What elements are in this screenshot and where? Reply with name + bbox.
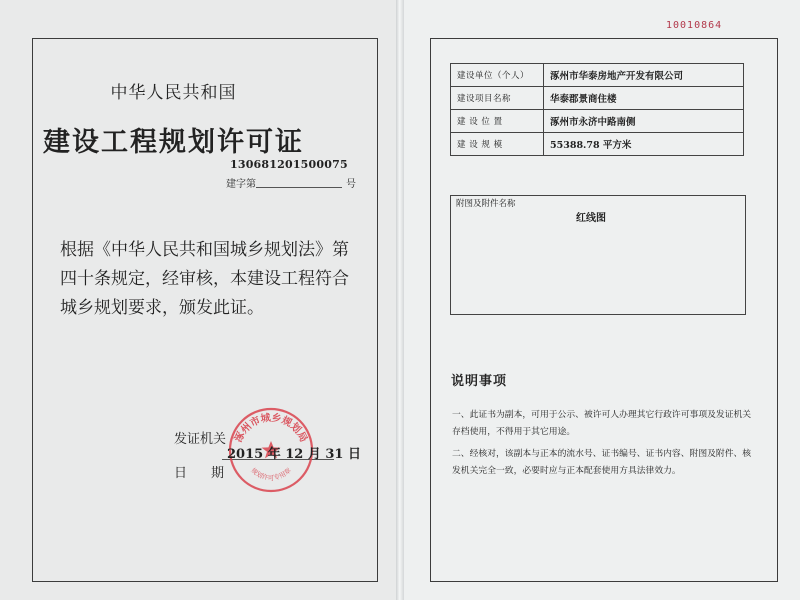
row-label: 建设单位（个人） bbox=[451, 64, 544, 87]
zi-label: 建字第 bbox=[226, 179, 256, 190]
svg-text:涿州市城乡规划局 bbox=[231, 411, 310, 445]
certificate-body-text: 根据《中华人民共和国城乡规划法》第四十条规定，经审核，本建设工程符合城乡规划要求，颁发此证。 bbox=[60, 240, 349, 318]
table-row bbox=[451, 64, 744, 87]
serial-number: 10010864 bbox=[666, 20, 723, 31]
svg-text:规划许可专用章 bbox=[249, 465, 293, 482]
row-label: 建设项目名称 bbox=[451, 87, 544, 110]
seal-text: 涿州市城乡规划局 bbox=[233, 412, 309, 445]
note-item: 一、此证书为副本，可用于公示、被许可人办理其它行政许可事项及发证机关存档使用，不得用于其它用途。 bbox=[452, 410, 752, 437]
row-value: 涿州市永济中路南侧 bbox=[544, 110, 744, 133]
seal-sub-text: 规划许可专用章 bbox=[249, 466, 293, 482]
row-value: 华泰郡景商住楼 bbox=[544, 87, 744, 110]
date-label: 日期 bbox=[174, 466, 249, 481]
row-value: 涿州市华泰房地产开发有限公司 bbox=[544, 64, 744, 87]
number-underline bbox=[256, 187, 342, 188]
table-row bbox=[451, 133, 744, 156]
row-value: 55388.78 平方米 bbox=[544, 133, 744, 156]
notes-title: 说明事项 bbox=[451, 374, 508, 389]
note-item: 二、经核对，该副本与正本的流水号、证书编号、证书内容、附图及附件、核发机关完全一致，必要时应与正本配套使用方具法律效力。 bbox=[452, 449, 752, 476]
table-row bbox=[451, 110, 744, 133]
hao-label: 号 bbox=[346, 179, 356, 190]
certificate-title: 建设工程规划许可证 bbox=[43, 127, 304, 158]
attachments-label: 附图及附件名称 bbox=[456, 199, 516, 209]
row-label: 建 设 规 模 bbox=[451, 133, 544, 156]
issuer-label: 发证机关 bbox=[174, 432, 227, 447]
book-gutter bbox=[396, 0, 404, 600]
certificate-number: 130681201500075 bbox=[230, 158, 348, 171]
country-heading: 中华人民共和国 bbox=[110, 83, 237, 103]
table-row bbox=[451, 87, 744, 110]
row-label: 建 设 位 置 bbox=[451, 110, 544, 133]
project-info-table bbox=[450, 63, 744, 156]
issue-date: 2015 年 12 月 31 日 bbox=[227, 447, 361, 462]
attachments-value: 红线图 bbox=[576, 213, 606, 224]
